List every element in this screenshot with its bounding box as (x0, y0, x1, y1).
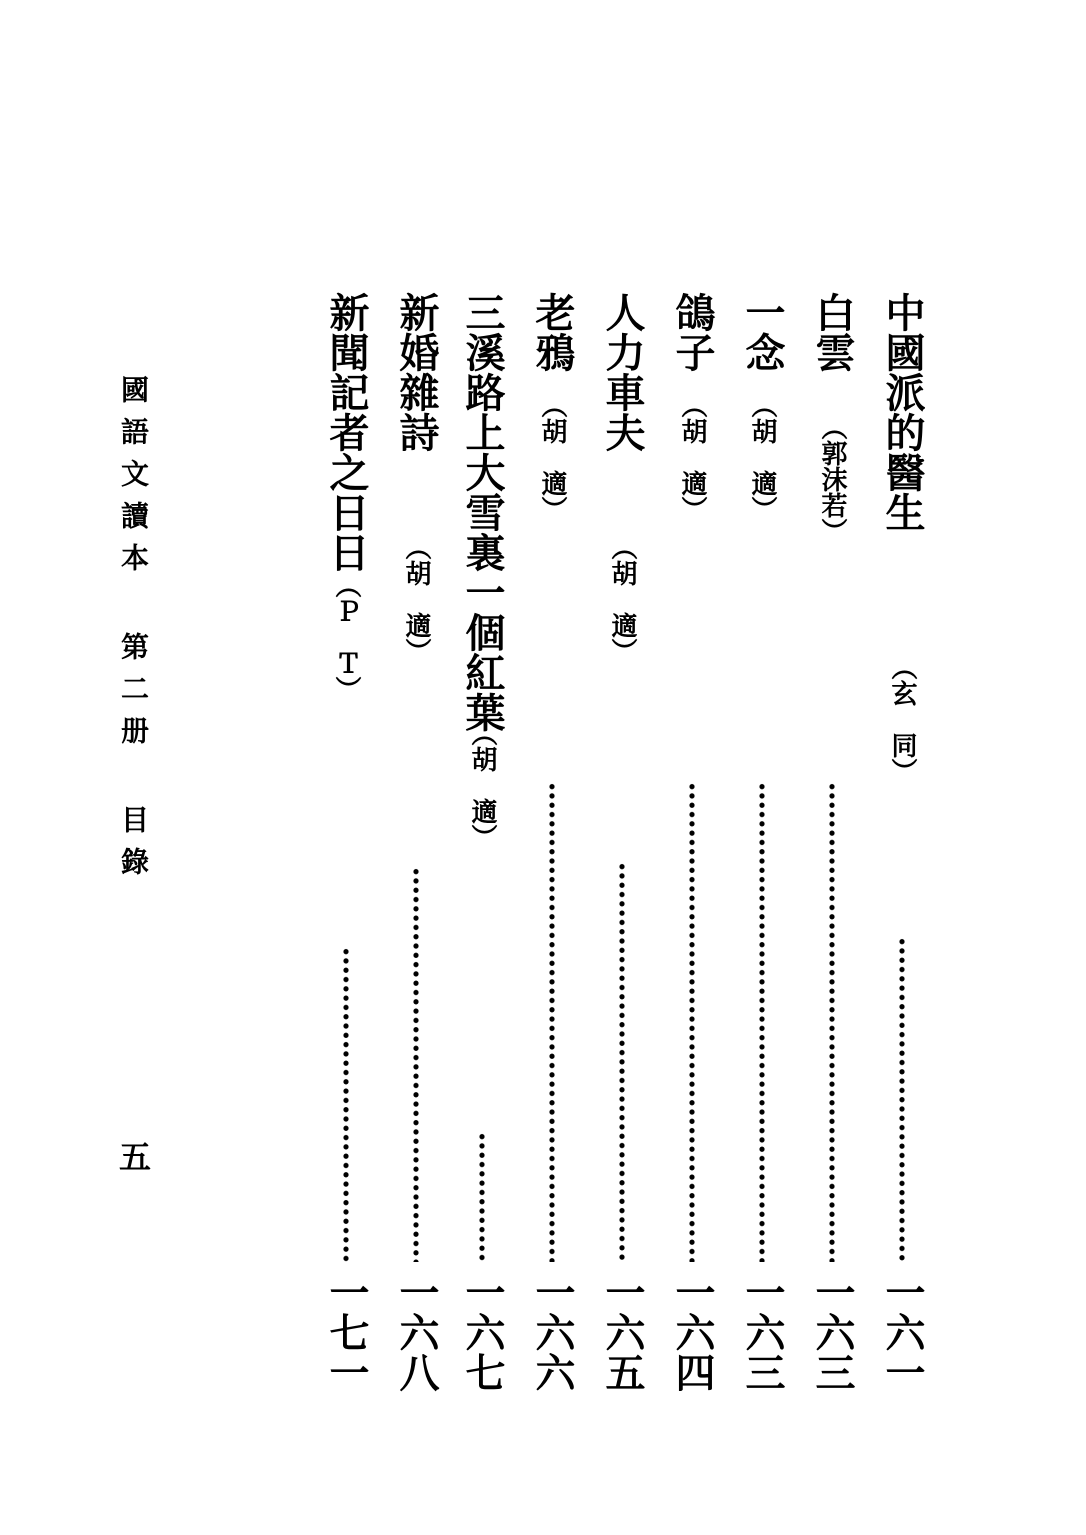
entry-title: 新聞記者之日日 (323, 292, 370, 572)
entry-page-number: 一七一 (323, 1272, 370, 1392)
dot-leader (549, 782, 555, 1262)
entry-title: 鴿子 (669, 292, 716, 372)
entry-page-number: 一六四 (669, 1272, 716, 1392)
toc-entry[interactable] (802, 292, 862, 1407)
entry-page-number: 一六一 (879, 1272, 926, 1392)
entry-title: 三溪路上大雪裏一個紅葉 (459, 292, 506, 732)
toc-entry[interactable] (316, 292, 376, 1407)
entry-author: （胡 適） (607, 534, 637, 664)
entry-title: 一念 (739, 292, 786, 372)
entry-title: 人力車夫 (599, 292, 646, 452)
entry-page-number: 一六三 (739, 1272, 786, 1392)
entry-author: （胡 適） (401, 534, 431, 664)
entry-author: （胡 適） (677, 392, 707, 522)
toc-entry[interactable] (592, 292, 652, 1407)
dot-leader (759, 782, 765, 1262)
entry-author: （胡 適） (537, 392, 567, 522)
toc-entry[interactable] (452, 292, 512, 1407)
toc-entry[interactable] (732, 292, 792, 1407)
dot-leader (899, 937, 905, 1262)
dot-leader (829, 782, 835, 1262)
entry-author: （郭沫若） (817, 414, 847, 544)
entry-author: （胡 適） (467, 720, 497, 850)
entry-page-number: 一六五 (599, 1272, 646, 1392)
running-head: 國語文讀本 第二册 目錄 (117, 375, 150, 889)
dot-leader (343, 947, 349, 1262)
entry-title: 新婚雜詩 (393, 292, 440, 452)
entry-author: （玄 同） (887, 654, 917, 784)
entry-author: （胡 適） (747, 392, 777, 522)
entry-author: （Ｐ Ｔ） (331, 572, 361, 702)
dot-leader (413, 867, 419, 1262)
entry-title: 老鴉 (529, 292, 576, 372)
dot-leader (689, 782, 695, 1262)
entry-page-number: 一六六 (529, 1272, 576, 1392)
entry-page-number: 一六八 (393, 1272, 440, 1392)
entry-page-number: 一六七 (459, 1272, 506, 1392)
entry-title: 白雲 (809, 292, 856, 372)
entry-page-number: 一六三 (809, 1272, 856, 1392)
dot-leader (479, 1132, 485, 1262)
dot-leader (619, 862, 625, 1262)
entry-title: 中國派的醫生 (879, 292, 926, 532)
toc-entry[interactable] (662, 292, 722, 1407)
folio-page-marker: 五 (118, 1138, 151, 1176)
toc-entry[interactable] (522, 292, 582, 1407)
toc-entry[interactable] (386, 292, 446, 1407)
toc-entry[interactable] (872, 292, 932, 1407)
